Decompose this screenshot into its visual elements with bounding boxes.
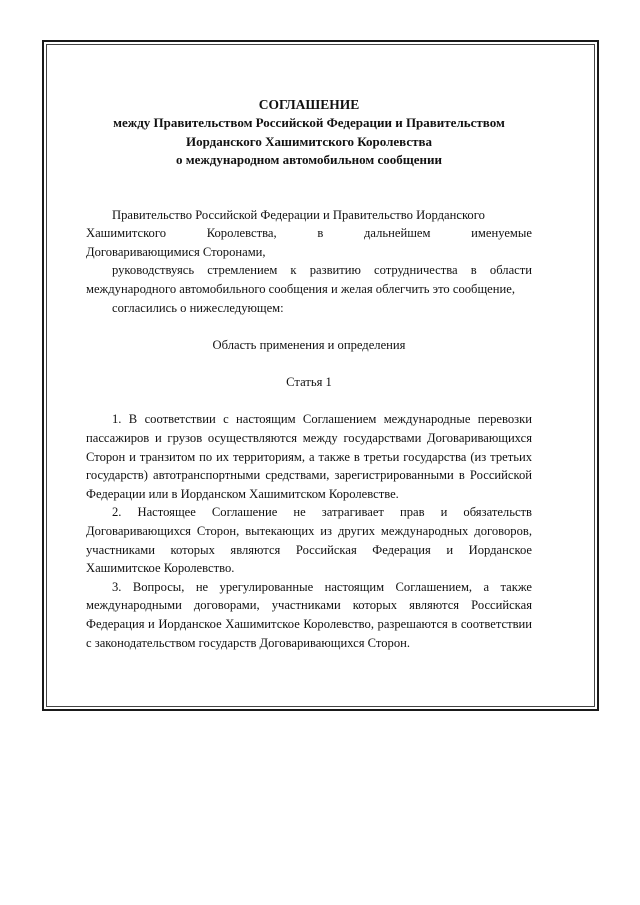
section-title: Область применения и определения [212, 338, 406, 353]
preamble-paragraph-3: согласились о нижеследующем: [112, 300, 284, 315]
article-paragraph-3: 3. Вопросы, не урегулированные настоящим Соглашением, а также международными договорами, участниками которых являются Российская Федерация и Иорданское Хашимитское Королевство, разрешаются в соответствии с законодательством государств Договаривающихся Сторон. [86, 579, 532, 650]
title-line-3: Иорданского Хашимитского Королевства [185, 133, 433, 149]
preamble-word: именуемые [471, 226, 532, 241]
preamble-line-2 [86, 224, 532, 243]
document-content [86, 96, 532, 652]
article-paragraph-2: 2. Настоящее Соглашение не затрагивает прав и обязательств Договаривающихся Сторон, вытекающих из других международных договоров, участниками которых являются Российская Федерация и Иорданское Хашимитское Королевство. [86, 505, 532, 576]
title-line-4: о международном автомобильном сообщении [176, 152, 442, 168]
title-main: СОГЛАШЕНИЕ [258, 97, 360, 112]
article-paragraph-1: 1. В соответствии с настоящим Соглашением международные перевозки пассажиров и грузов осуществляются между государствами Договаривающихся Сторон и транзитом по их территориям, а также в третьи государства (из третьих государств) автотранспортными средствами, зарегистрированными в Российской Федерации или в Иорданском Хашимитском Королевстве. [86, 412, 532, 501]
preamble-word: дальнейшем [363, 226, 431, 241]
preamble-word: в [317, 226, 324, 241]
preamble-paragraph-2: руководствуясь стремлением к развитию сотрудничества в области международного автомобильного сообщения и желая облегчить это сообщение, [86, 263, 532, 296]
title-line-2: между Правительством Российской Федерации и Правительством [113, 115, 505, 131]
preamble-word: Хашимитского [86, 226, 167, 241]
preamble [86, 206, 532, 318]
preamble-line-3: Договаривающимися Сторонами, [86, 244, 266, 259]
article-body [86, 410, 532, 652]
preamble-line-1: Правительство Российской Федерации и Правительство Иорданского [112, 207, 485, 222]
article-title: Статья 1 [286, 374, 332, 389]
document-title [86, 96, 532, 170]
preamble-word: Королевства, [206, 226, 277, 241]
